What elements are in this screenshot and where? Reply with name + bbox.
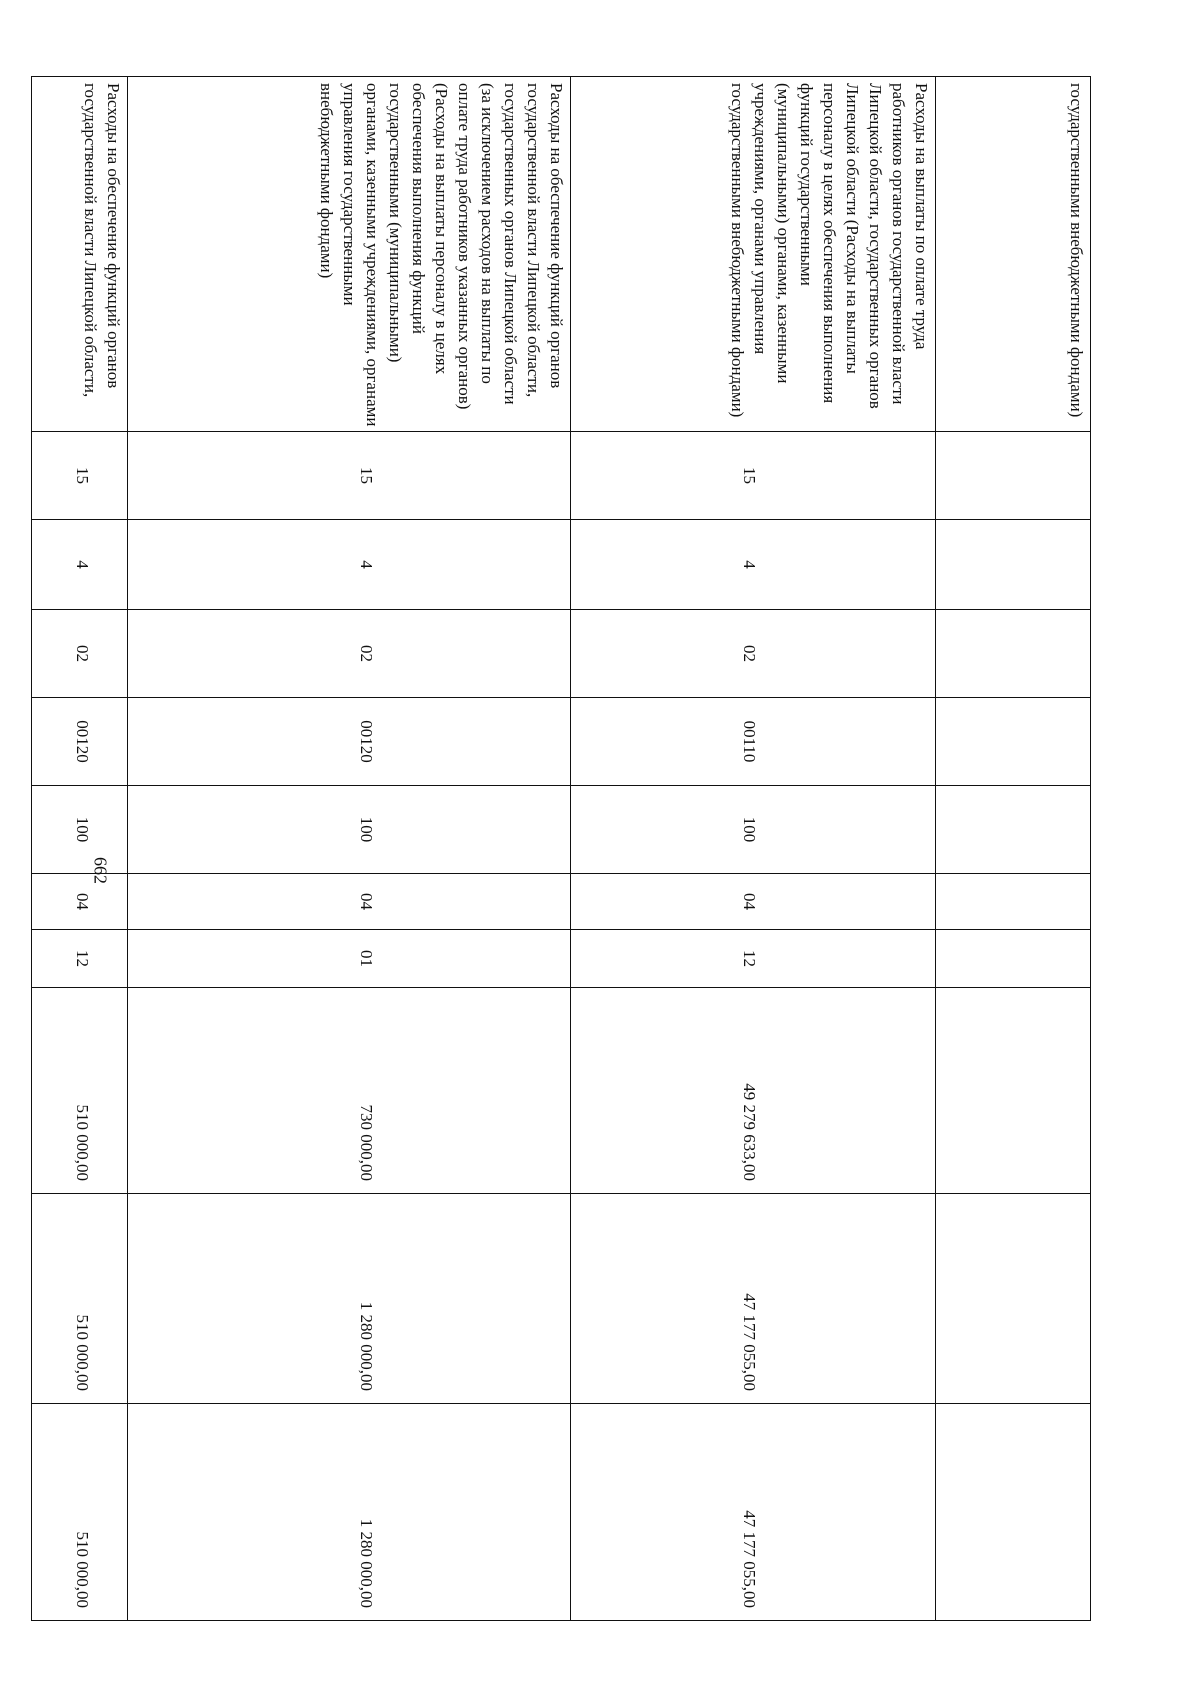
cell-col5 (936, 786, 1091, 874)
cell-amount-2: 1 280 000,00 (128, 1194, 571, 1404)
cell-amount-3: 510 000,00 (32, 1404, 128, 1621)
table-row (571, 77, 936, 1621)
cell-amount-1: 49 279 633,00 (571, 988, 936, 1194)
cell-col2: 4 (571, 520, 936, 610)
cell-amount-3: 47 177 055,00 (571, 1404, 936, 1621)
cell-amount-2: 47 177 055,00 (571, 1194, 936, 1404)
cell-amount-3 (936, 1404, 1091, 1621)
cell-col2 (936, 520, 1091, 610)
cell-col1: 15 (128, 432, 571, 520)
table-row (32, 77, 128, 1621)
cell-col7: 12 (571, 930, 936, 988)
cell-amount-1: 730 000,00 (128, 988, 571, 1194)
cell-amount-3: 1 280 000,00 (128, 1404, 571, 1621)
cell-col1: 15 (571, 432, 936, 520)
cell-amount-1 (936, 988, 1091, 1194)
page-number: 662 (90, 857, 111, 884)
cell-amount-1: 510 000,00 (32, 988, 128, 1194)
cell-col3 (936, 610, 1091, 698)
cell-amount-2: 510 000,00 (32, 1194, 128, 1404)
table-row (128, 77, 571, 1621)
cell-col6: 04 (571, 874, 936, 930)
cell-col3: 02 (32, 610, 128, 698)
cell-col4 (936, 698, 1091, 786)
cell-col6 (936, 874, 1091, 930)
cell-col1 (936, 432, 1091, 520)
cell-col5: 100 (128, 786, 571, 874)
cell-col2: 4 (32, 520, 128, 610)
cell-col4: 00120 (32, 698, 128, 786)
budget-table (31, 76, 1091, 1621)
cell-col7: 01 (128, 930, 571, 988)
row-description: государственными внебюджетными фондами) (936, 77, 1091, 432)
cell-col7: 12 (32, 930, 128, 988)
row-description: Расходы на обеспечение функций органов государственной власти Липецкой области, (32, 77, 128, 432)
cell-col2: 4 (128, 520, 571, 610)
cell-col6: 04 (32, 874, 128, 930)
cell-col3: 02 (128, 610, 571, 698)
cell-col5: 100 (571, 786, 936, 874)
row-description: Расходы на обеспечение функций органов государственной власти Липецкой области, государственных органов Липецкой области (за исключением расходов на выплаты по оплате труда работников указанных органов) (Расходы на выплаты персоналу в целях обеспечения выполнения функций государственными (муниципальными) органами, казенными учреждениями, органами управления государственными внебюджетными фондами) (128, 77, 571, 432)
cell-col7 (936, 930, 1091, 988)
cell-col4: 00120 (128, 698, 571, 786)
cell-col4: 00110 (571, 698, 936, 786)
table-row (936, 77, 1091, 1621)
cell-col5: 100 (32, 786, 128, 874)
cell-col6: 04 (128, 874, 571, 930)
row-description: Расходы на выплаты по оплате труда работников органов государственной власти Липецкой области, государственных органов Липецкой области (Расходы на выплаты персоналу в целях обеспечения выполнения функций государственными (муниципальными) органами, казенными учреждениями, органами управления государственными внебюджетными фондами) (571, 77, 936, 432)
cell-col1: 15 (32, 432, 128, 520)
cell-amount-2 (936, 1194, 1091, 1404)
cell-col3: 02 (571, 610, 936, 698)
